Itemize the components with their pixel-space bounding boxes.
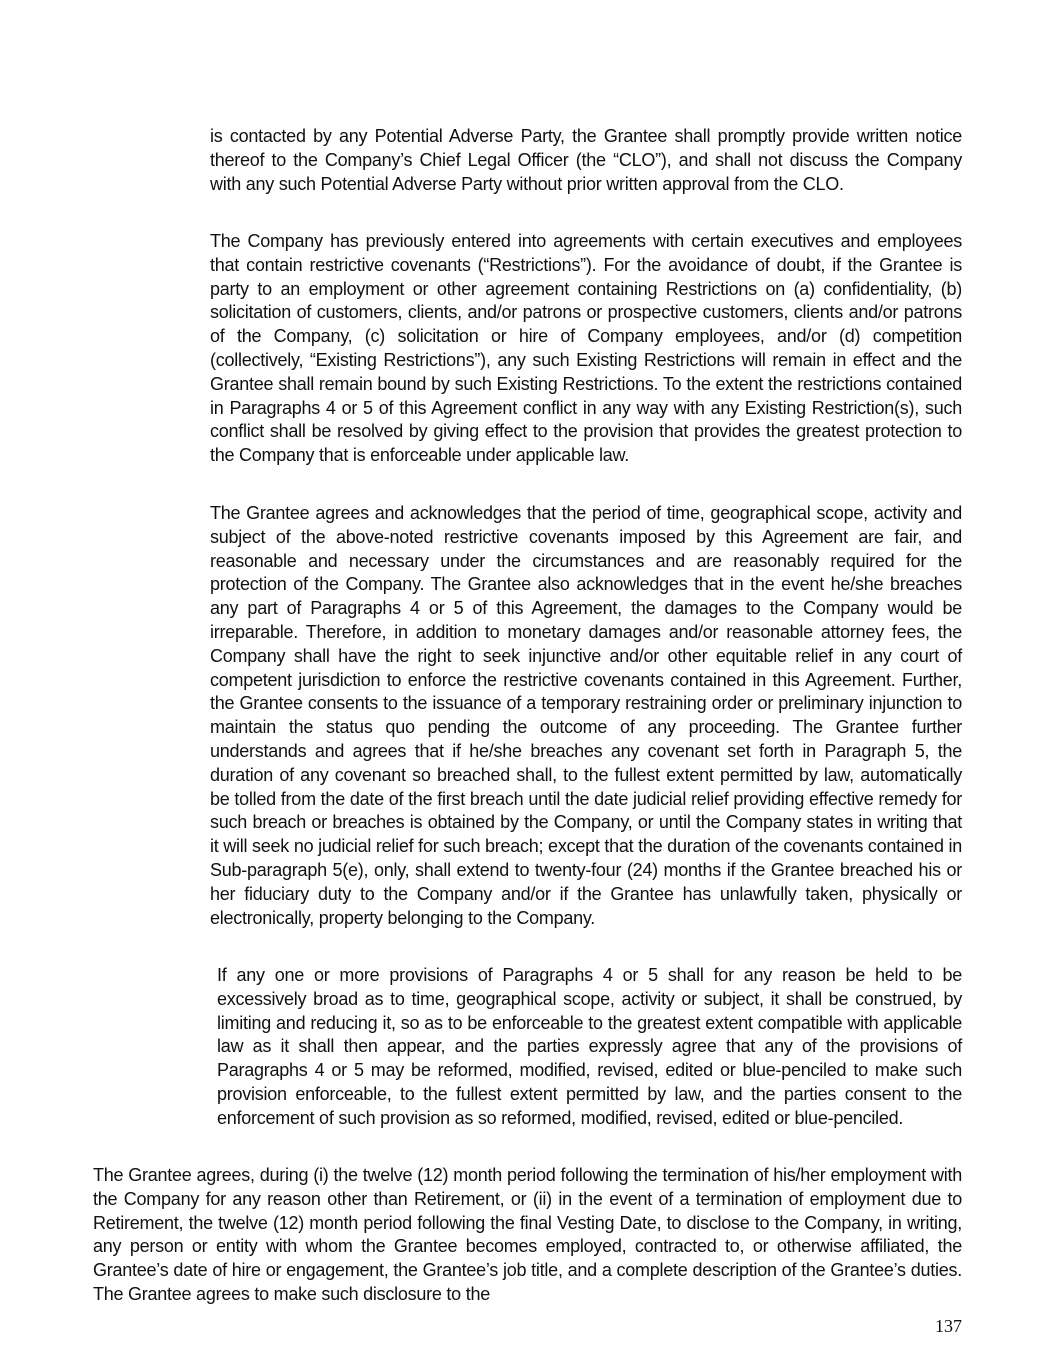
page-number: 137 bbox=[935, 1316, 962, 1336]
paragraph-clo-notice: is contacted by any Potential Adverse Party, the Grantee shall promptly provide written notice thereof to the Company’s Chief Legal Officer (the “CLO”), and shall not discuss the Company with any such Potential Adverse Party without prior written approval from the CLO. bbox=[210, 126, 962, 194]
paragraph-existing-restrictions: The Company has previously entered into agreements with certain executives and employees that contain restrictive covenants (“Restrictions”). For the avoidance of doubt, if the Grantee is party to an employment or other agreement containing Restrictions on (a) confidentiality, (b) solicitation of customers, clients, and/or patrons or prospective customers, clients and/or patrons of the Company, (c) solicitation or hire of Company employees, and/or (d) competition (collectively, “Existing Restrictions”), any such Existing Restrictions will remain in effect and the Grantee shall remain bound by such Existing Restrictions. To the extent the restrictions contained in Paragraphs 4 or 5 of this Agreement conflict in any way with any Existing Restriction(s), such conflict shall be resolved by giving effect to the provision that provides the greatest protection to the Company that is enforceable under applicable law. bbox=[210, 231, 962, 466]
paragraph-severability: If any one or more provisions of Paragraphs 4 or 5 shall for any reason be held to be excessively broad as to time, geographical scope, activity or subject, it shall be construed, by limiting and reducing it, so as to be enforceable to the greatest extent compatible with applicable law as it shall then appear, and the parties expressly agree that any of the provisions of Paragraphs 4 or 5 may be reformed, modified, revised, edited or blue-penciled to make such provision enforceable, to the fullest extent permitted by law, and the parties consent to the enforcement of such provision as so reformed, modified, revised, edited or blue-penciled. bbox=[217, 965, 962, 1128]
paragraph-disclosure: The Grantee agrees, during (i) the twelve (12) month period following the termination of his/her employment with the Company for any reason other than Retirement, or (ii) in the event of a termination of employment due to Retirement, the twelve (12) month period following the final Vesting Date, to disclose to the Company, in writing, any person or entity with whom the Grantee becomes employed, contracted to, or otherwise affiliated, the Grantee’s date of hire or engagement, the Grantee’s job title, and a complete description of the Grantee’s duties. The Grantee agrees to make such disclosure to the bbox=[93, 1165, 962, 1304]
paragraph-remedies: The Grantee agrees and acknowledges that the period of time, geographical scope, activity and subject of the above-noted restrictive covenants imposed by this Agreement are fair, and reasonable and necessary under the circumstances and are reasonably required for the protection of the Company. The Grantee also acknowledges that in the event he/she breaches any part of Paragraphs 4 or 5 of this Agreement, the damages to the Company would be irreparable. Therefore, in addition to monetary damages and/or reasonable attorney fees, the Company shall have the right to seek injunctive and/or other equitable relief in any court of competent jurisdiction to enforce the restrictive covenants contained in this Agreement. Further, the Grantee consents to the issuance of a temporary restraining order or preliminary injunction to maintain the status quo pending the outcome of any proceeding. The Grantee further understands and agrees that if he/she breaches any covenant set forth in Paragraph 5, the duration of any covenant so breached shall, to the fullest extent permitted by law, automatically be tolled from the date of the first breach until the date judicial relief providing effective remedy for such breach or breaches is obtained by the Company, or until the Company states in writing that it will seek no judicial relief for such breach; except that the duration of the covenants contained in Sub-paragraph 5(e), only, shall extend to twenty-four (24) months if the Grantee breached his or her fiduciary duty to the Company and/or if the Grantee has unlawfully taken, physically or electronically, property belonging to the Company. bbox=[210, 503, 962, 928]
